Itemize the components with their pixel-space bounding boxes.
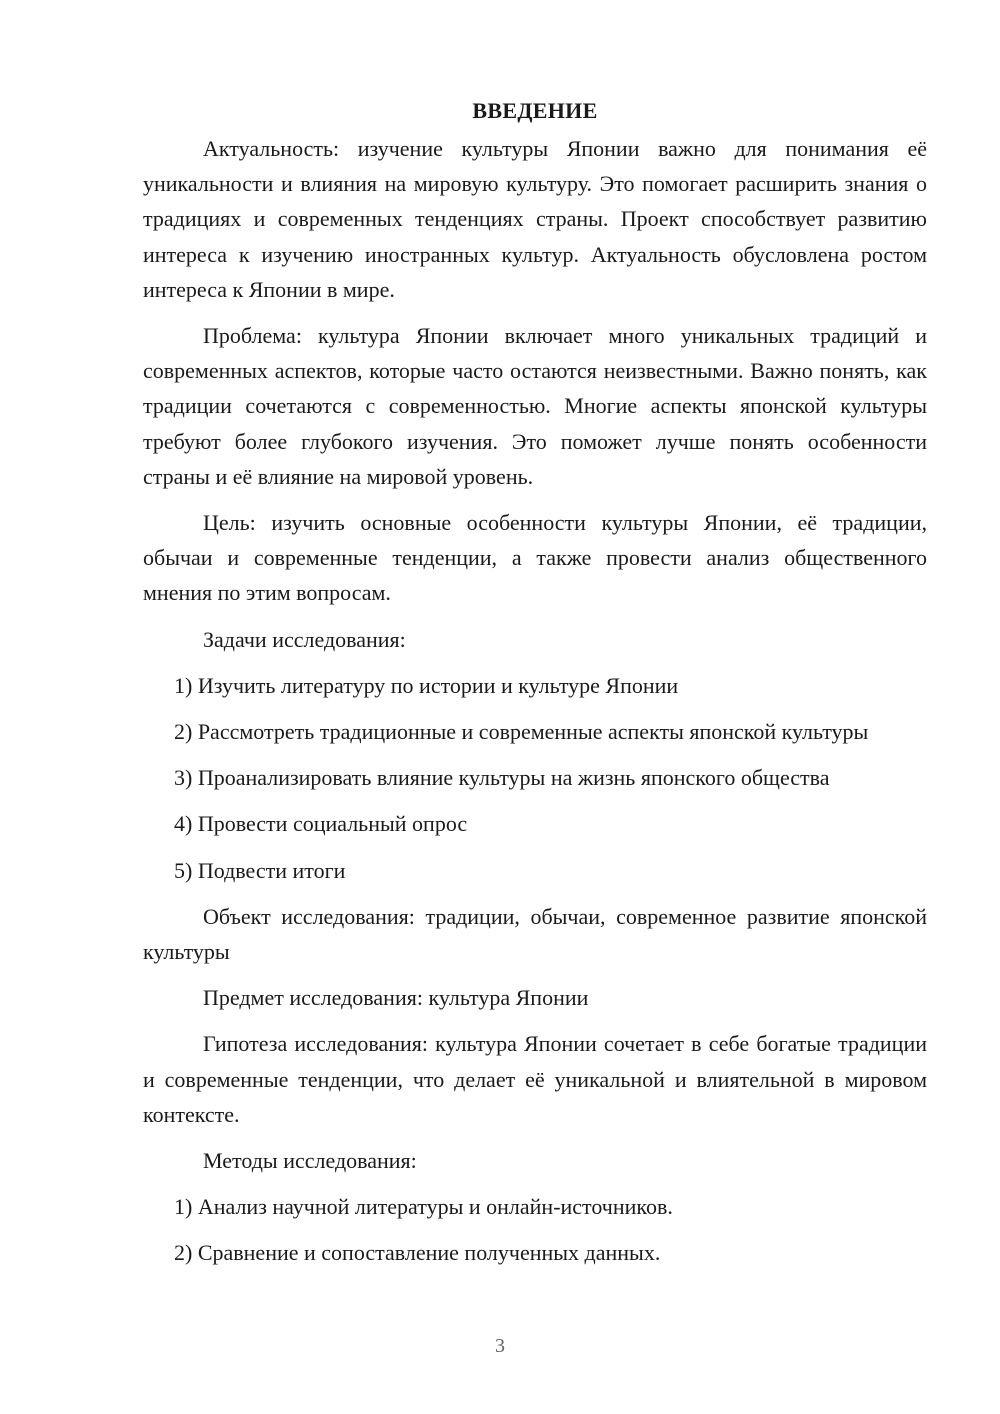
method-item: 2) Сравнение и сопоставление полученных данных.: [174, 1240, 661, 1266]
goal-paragraph: Цель: изучить основные особенности культуры Японии, её традиции, обычаи и современные тенденции, а также провести анализ общественного мнения по этим вопросам.: [143, 510, 927, 606]
problem-paragraph: Проблема: культура Японии включает много уникальных традиций и современных аспектов, которые часто остаются неизвестными. Важно понять, как традиции сочетаются с современностью. Многие аспекты японской культуры требуют более глубокого изучения. Это поможет лучше понять особенности страны и её влияние на мировой уровень.: [143, 323, 927, 489]
method-item: 1) Анализ научной литературы и онлайн-источников.: [174, 1194, 673, 1220]
task-item: 3) Проанализировать влияние культуры на жизнь японского общества: [174, 765, 830, 791]
object-paragraph: Объект исследования: традиции, обычаи, современное развитие японской культуры: [143, 903, 927, 965]
methods-title: Методы исследования:: [203, 1148, 417, 1174]
task-item: 5) Подвести итоги: [174, 857, 346, 883]
document-page: [143, 95, 927, 1282]
subject-paragraph: Предмет исследования: культура Японии: [203, 985, 589, 1011]
task-item: 2) Рассмотреть традиционные и современные аспекты японской культуры: [174, 719, 869, 745]
hypothesis-paragraph: Гипотеза исследования: культура Японии сочетает в себе богатые традиции и современные тенденции, что делает её уникальной и влиятельной в мировом контексте.: [143, 1031, 927, 1127]
page-number: 3: [495, 1335, 505, 1357]
task-item: 1) Изучить литературу по истории и культуре Японии: [174, 672, 679, 698]
task-item: 4) Провести социальный опрос: [174, 811, 468, 837]
tasks-title: Задачи исследования:: [203, 626, 406, 652]
section-heading: ВВЕДЕНИЕ: [472, 98, 598, 123]
relevance-paragraph: Актуальность: изучение культуры Японии важно для понимания её уникальности и влияния на мировую культуру. Это помогает расширить знания о традициях и современных тенденциях страны. Проект способствует развитию интереса к изучению иностранных культур. Актуальность обусловлена ростом интереса к Японии в мире.: [143, 136, 927, 302]
